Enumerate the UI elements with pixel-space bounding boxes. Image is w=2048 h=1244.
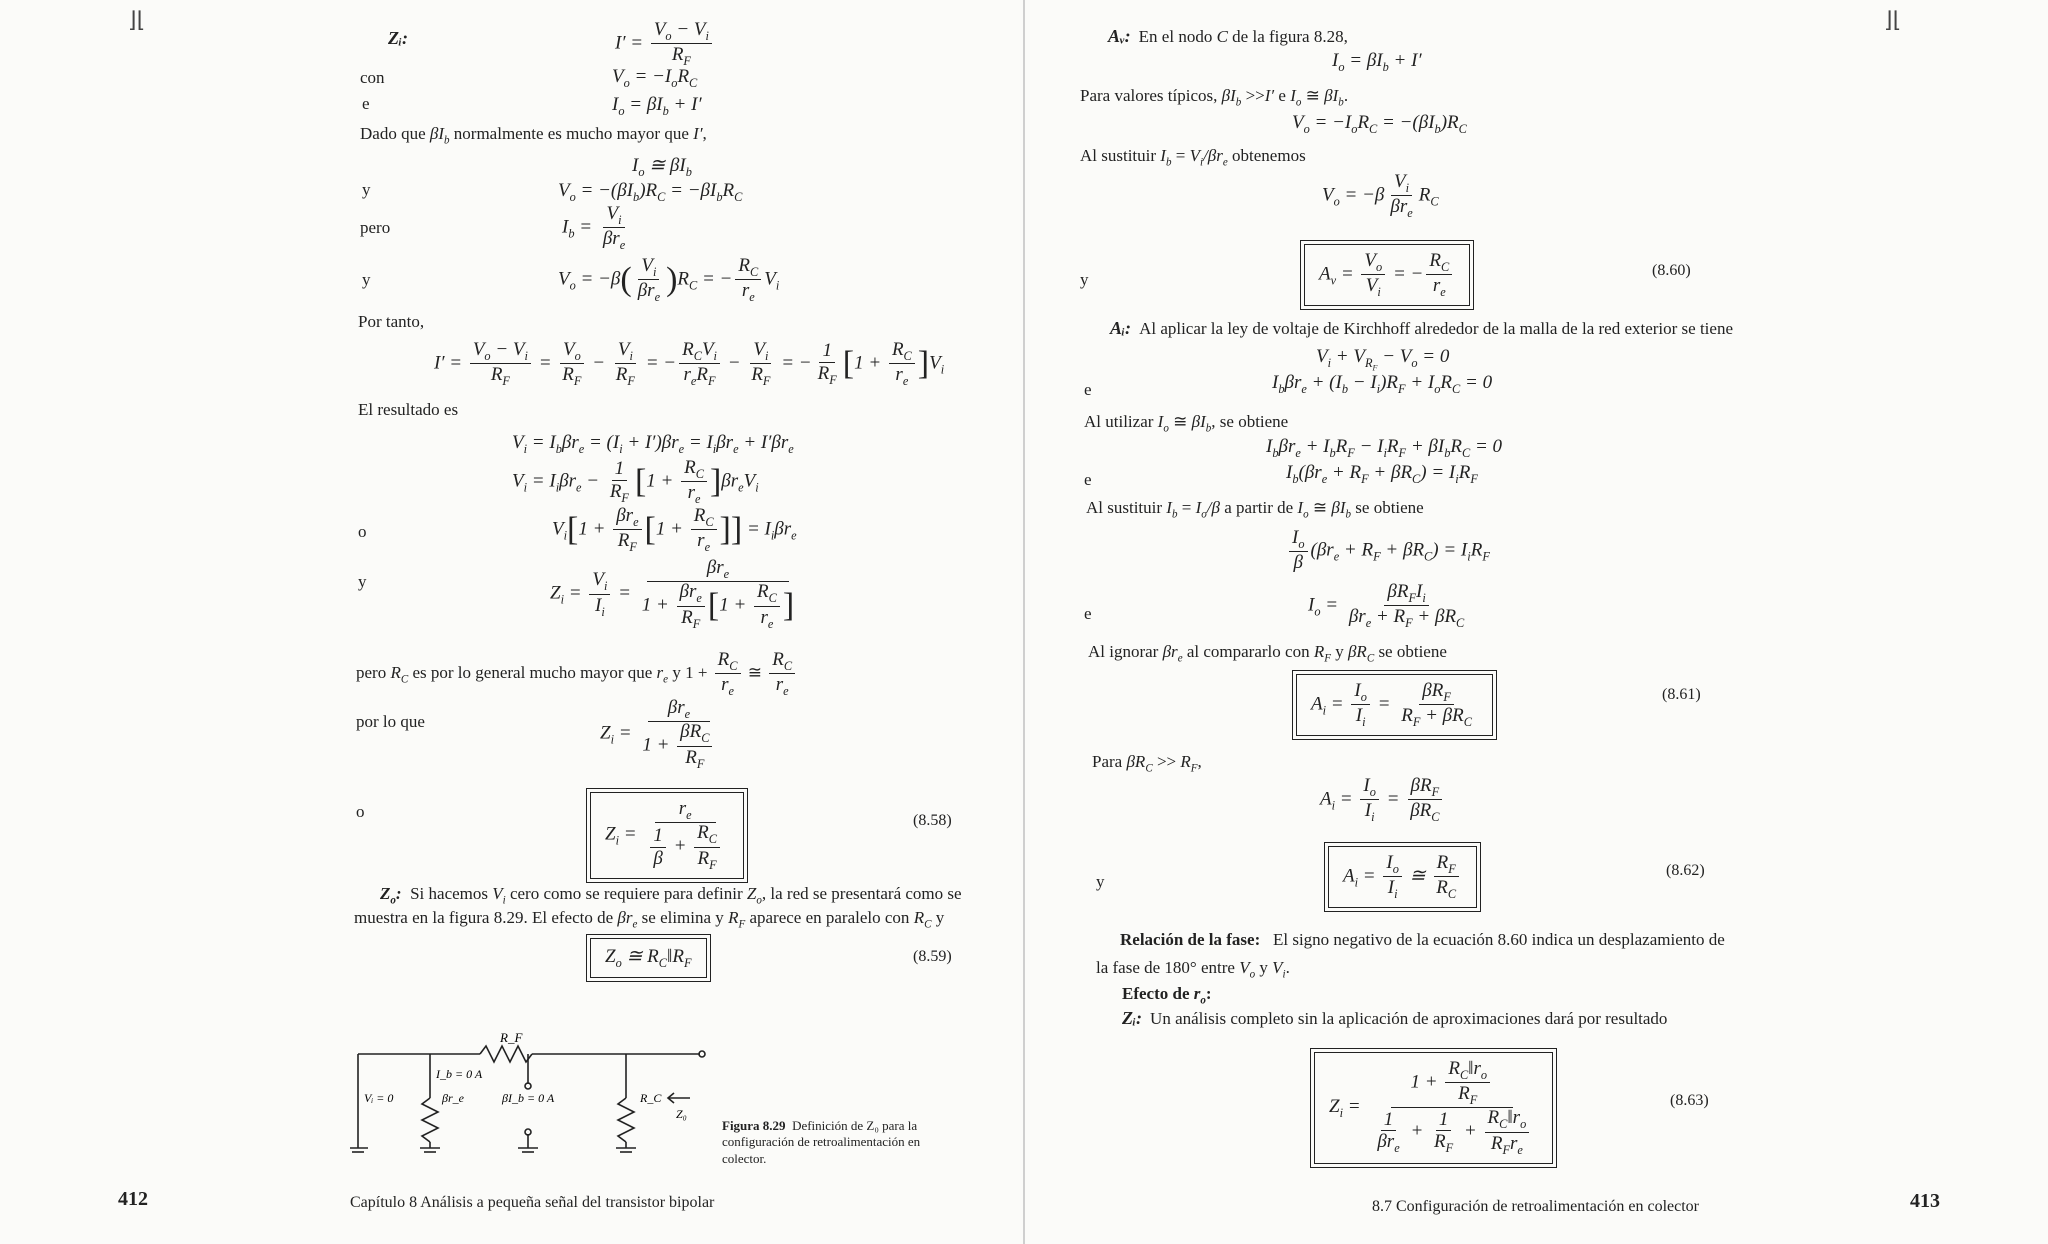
label-e: e <box>1084 470 1092 489</box>
label-o: o <box>358 522 367 541</box>
av-heading: Aᵥ: <box>1108 26 1131 46</box>
equation-number: (8.60) <box>1652 262 1691 279</box>
text-por-tanto: Por tanto, <box>358 312 425 331</box>
figure-caption-text: Definición de Z₀ para la configuración de retroalimentación en colector. <box>722 1118 921 1166</box>
equation-io-3: $I_o$ = $\frac{\beta R_FI_i}{\beta r_e + R_F + \beta R_C}$ <box>1308 581 1465 631</box>
fase-text: El signo negativo de la ecuación 8.60 indica un desplazamiento de <box>1272 930 1725 949</box>
equation-number: (8.61) <box>1662 686 1701 703</box>
equation-kvl-4: $I_b(\beta r_e + R_F + \beta R_C) = I_iR_F$ <box>1286 462 1478 486</box>
figure-label-bib: βI_b = 0 A <box>502 1091 555 1105</box>
equation-ai: $A_i$ = $\frac{I_o}{I_i}$ = $\frac{\beta R_F}{\beta R_C}$ <box>1320 776 1446 824</box>
equation-zi-1: $Z_i$ = $\frac{V_i}{I_i}$ = $\beta r_e$ 1 + $\frac{\beta r_e}{R_F}$ [1 + $\frac{R_C}{r_e}$ ] <box>550 557 795 631</box>
text-para: Para $\beta R_C >> R_F$, <box>1092 752 1202 775</box>
equation-vo: $V_o = -I_oR_C = -(\beta I_b)R_C$ <box>1292 112 1467 136</box>
zi-text: Un análisis completo sin la aplicación de aproximaciones dará por resultado <box>1150 1009 1668 1028</box>
label-o: o <box>356 802 365 821</box>
ai-heading: Aᵢ: <box>1110 318 1132 338</box>
figure-label-ib: I_b = 0 A <box>436 1067 483 1081</box>
right-page <box>1024 0 2048 1244</box>
zi-heading: Zᵢ: <box>1122 1008 1143 1028</box>
ai-heading-line <box>1110 318 1733 339</box>
equation-io: $I_o = \beta I_b + I'$ <box>612 94 702 118</box>
ai-text: Al aplicar la ley de voltaje de Kirchhoff alrededor de la malla de la red exterior se tiene <box>1139 319 1733 338</box>
equation-vo-3: $V_o = -\beta$( $\frac{V_i}{\beta r_e}$ )$R_C$ = − $\frac{R_C}{r_e}$ $V_i$ <box>558 255 780 305</box>
equation-kvl-1: $V_i + V_{R_F} - V_o = 0$ <box>1316 346 1450 373</box>
equation-vi-3: $V_i[1$ + $\frac{\beta r_e}{R_F}$ [1 + $\frac{R_C}{r_e}$ ]] = $I_i\beta r_e$ <box>552 505 797 555</box>
equation-number: (8.59) <box>913 948 952 965</box>
equation-8-59-box: $Z_o$ ≅ $R_C‖R_F$ <box>590 938 707 978</box>
equation-io: $I_o = \beta I_b + I'$ <box>1332 50 1422 74</box>
equation-iprime-2: I′ = $\frac{V_o - V_i}{R_F}$ = $\frac{V_o}{R_F}$ − $\frac{V_i}{R_F}$ = − $\frac{R_CV_i}{r_eR_F}$ − $\frac{V_i}{R_F}$ = − $\frac{1}{R_F}$ [1 + $\frac{R_C}{r_e}$ ]$V_i$ <box>434 339 945 389</box>
av-text: En el nodo C de la figura 8.28, <box>1138 27 1348 46</box>
label-y: y <box>358 572 367 591</box>
equation-vi-1: $V_i = I_b\beta r_e = (I_i + I')\beta r_e = I_i\beta r_e + I'\beta r_e$ <box>512 432 794 456</box>
equation-iprime: I′ = $\frac{V_o - V_i}{R_F}$ <box>615 20 715 68</box>
running-footer: Capítulo 8 Análisis a pequeña señal del transistor bipolar <box>350 1194 715 1211</box>
label-y: y <box>1096 872 1105 891</box>
text-al-ignorar: Al ignorar $\beta r_e$ al compararlo con $R_F$ y $\beta R_C$ se obtiene <box>1088 642 1447 665</box>
figure-label-rc: R_C <box>640 1091 662 1105</box>
equation-8-63-box: $Z_i$ = 1 + $\frac{R_C‖r_o}{R_F}$ $\frac{1}{\beta r_e}$ + $\frac{1}{R_F}$ + $\frac{R_C‖r_o}{R_Fr_e}$ <box>1314 1052 1553 1164</box>
label-y: y <box>1080 270 1089 289</box>
text-resultado: El resultado es <box>358 400 459 419</box>
equation-zi-2: $Z_i$ = $\beta r_e$ 1 + $\frac{\beta R_C}{R_F}$ <box>600 698 721 771</box>
text-zo-paragraph: $Z_o$: Si hacemos $V_i$ cero como se requiere para definir $Z_o$, la red se presentará como se <box>380 884 962 907</box>
fase-heading: Relación de la fase: <box>1120 930 1261 949</box>
av-heading-line <box>1108 26 1348 47</box>
label-pero: pero <box>360 218 391 237</box>
equation-io-2: $\frac{I_o}{\beta}$ $(\beta r_e + R_F + \beta R_C) = I_iR_F$ <box>1286 528 1490 574</box>
text-fase <box>1120 930 1725 950</box>
equation-number: (8.58) <box>913 812 952 829</box>
figure-caption <box>722 1118 922 1167</box>
text-al-sustituir: Al sustituir $I_b = V_i/\beta r_e$ obtenemos <box>1080 146 1306 169</box>
equation-vi-2: $V_i = I_i\beta r_e$ − $\frac{1}{R_F}$ [1 + $\frac{R_C}{r_e}$ ]$\beta r_eV_i$ <box>512 457 759 507</box>
page-number: 412 <box>118 1188 148 1210</box>
figure-label-zo: Z₀ <box>676 1107 687 1121</box>
zi-heading-line <box>1122 1008 1667 1029</box>
equation-8-61-box: $A_i$ = $\frac{I_o}{I_i}$ = $\frac{\beta R_F}{R_F + \beta R_C}$ <box>1296 674 1493 736</box>
equation-io-approx: $I_o$ ≅ $\beta I_b$ <box>632 155 692 179</box>
circuit-diagram <box>350 1028 710 1168</box>
text-efecto-ro: Efecto de $r_o$: <box>1122 984 1212 1007</box>
text-valores-tipicos: Para valores típicos, $\beta I_b >>I'$ e $I_o$ ≅ $\beta I_b$. <box>1080 86 1349 109</box>
label-y: y <box>362 180 371 199</box>
equation-kvl-2: $I_b\beta r_e + (I_b - I_i)R_F + I_oR_C = 0$ <box>1272 372 1493 396</box>
figure-caption-title: Figura 8.29 <box>722 1118 786 1133</box>
crop-mark-icon: ⌋⌊ <box>1884 8 1902 33</box>
page-number: 413 <box>1910 1190 1940 1212</box>
label-por-lo-que: por lo que <box>356 712 425 731</box>
equation-vo-2: $V_o = -(\beta I_b)R_C = -\beta I_bR_C$ <box>558 180 743 204</box>
figure-label-rf: R_F <box>500 1030 523 1045</box>
label-e: e <box>362 94 370 113</box>
label-e: e <box>1084 380 1092 399</box>
label-y: y <box>362 270 371 289</box>
equation-8-60-box: $A_v$ = $\frac{V_o}{V_i}$ = − $\frac{R_C}{r_e}$ <box>1304 244 1470 306</box>
text-al-sustituir-2: Al sustituir $I_b = I_o/\beta$ a partir de $I_o$ ≅ $\beta I_b$ se obtiene <box>1086 498 1424 521</box>
text-rc-mayor: pero $R_C$ es por lo general mucho mayor que $r_e$ y 1 + $\frac{R_C}{r_e}$ ≅ $\frac{R_C}{r_e}$ <box>356 650 798 698</box>
text-zo-paragraph-2: muestra en la figura 8.29. El efecto de $\beta r_e$ se elimina y $R_F$ aparece en paralelo con $R_C$ y <box>354 908 945 931</box>
equation-8-58-box: $Z_i$ = $r_e$ $\frac{1}{\beta}$ + $\frac{R_C}{R_F}$ <box>590 792 744 879</box>
label-con: con <box>360 68 385 87</box>
figure-label-vi: Vᵢ = 0 <box>364 1091 394 1105</box>
text-al-utilizar: Al utilizar $I_o$ ≅ $\beta I_b$, se obtiene <box>1084 412 1289 435</box>
equation-kvl-3: $I_b\beta r_e + I_bR_F - I_iR_F + \beta I_bR_C = 0$ <box>1266 436 1503 460</box>
equation-number: (8.62) <box>1666 862 1705 879</box>
equation-vo: $V_o = -I_oR_C$ <box>612 66 698 90</box>
text-fase-2: la fase de 180° entre $V_o$ y $V_i$. <box>1096 958 1290 981</box>
crop-mark-icon: ⌋⌊ <box>128 8 146 33</box>
equation-ib: $I_b$ = $\frac{V_i}{\beta r_e}$ <box>562 203 626 253</box>
text-dado-que: Dado que $\beta I_b$ normalmente es mucho mayor que I′, <box>360 124 707 147</box>
equation-number: (8.63) <box>1670 1092 1709 1109</box>
label-e: e <box>1084 604 1092 623</box>
running-footer: 8.7 Configuración de retroalimentación en colector <box>1372 1198 1699 1215</box>
zi-heading: Zᵢ: <box>388 28 409 48</box>
figure-label-bre: βr_e <box>442 1091 464 1105</box>
equation-8-62-box: $A_i$ = $\frac{I_o}{I_i}$ ≅ $\frac{R_F}{R_C}$ <box>1328 846 1477 908</box>
equation-vo-2: $V_o = -\beta$ $\frac{V_i}{\beta r_e}$ $R_C$ <box>1322 171 1439 221</box>
